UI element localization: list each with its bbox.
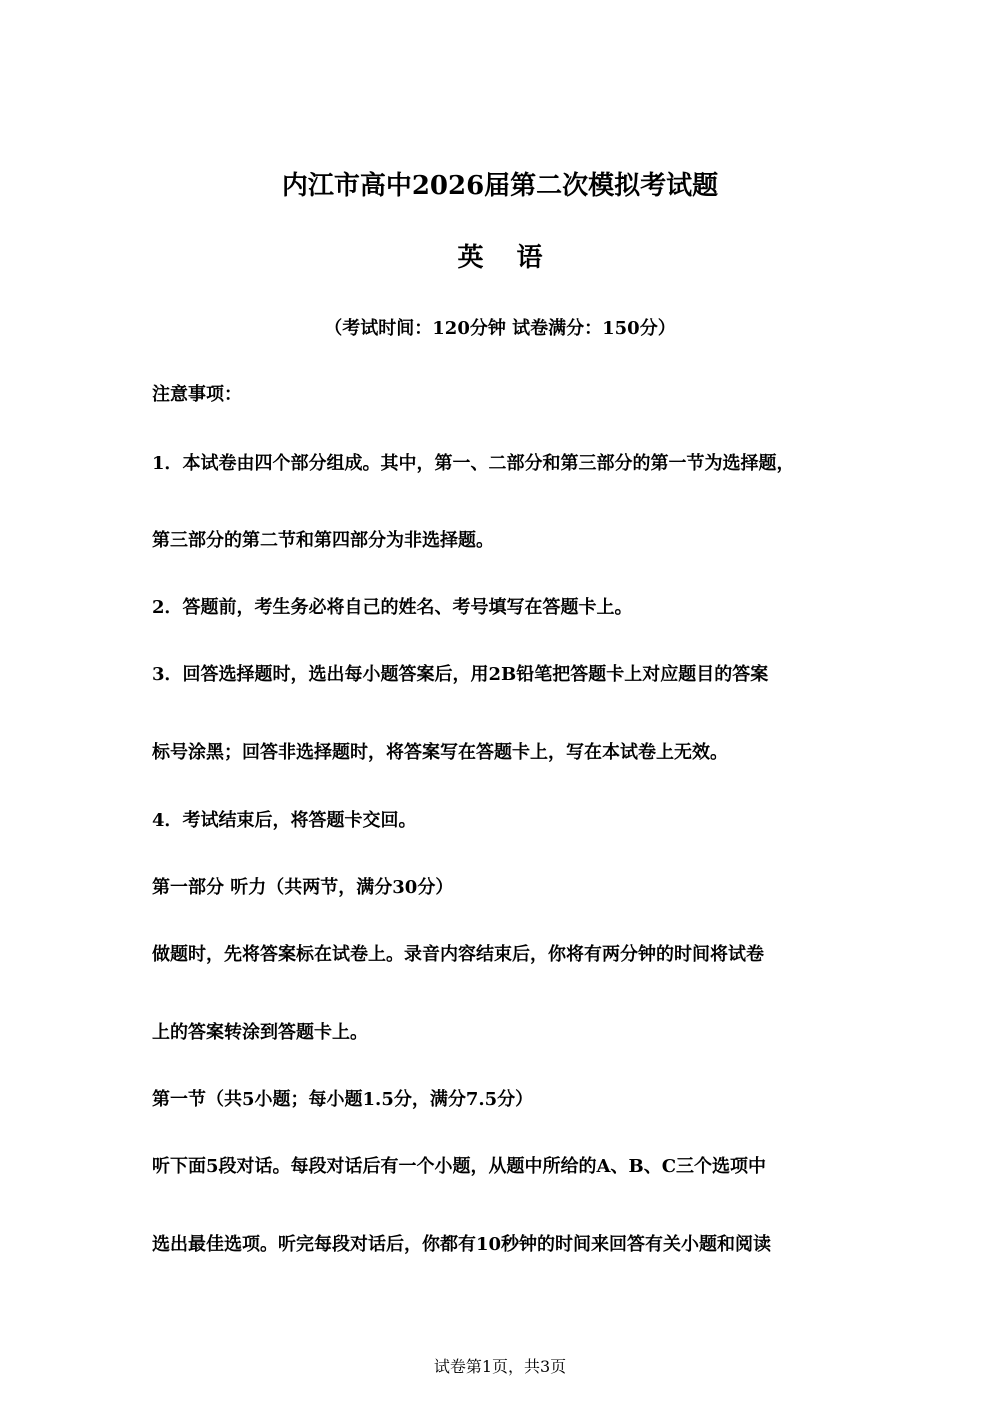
notice-line-3: 3．回答选择题时，选出每小题答案后，用2B铅笔把答题卡上对应题目的答案 [152,664,769,685]
notice-line-1: 1．本试卷由四个部分组成。其中，第一、二部分和第三部分的第一节为选择题， [152,453,795,474]
section1-instruction-line-2: 选出最佳选项。听完每段对话后，你都有10秒钟的时间来回答有关小题和阅读 [152,1234,772,1255]
part1-instruction-line-2: 上的答案转涂到答题卡上。 [152,1022,368,1043]
notice-line-2: 2．答题前，考生务必将自己的姓名、考号填写在答题卡上。 [152,597,633,618]
notice-heading: 注意事项： [152,384,242,405]
notice-line-3-continued: 标号涂黑；回答非选择题时，将答案写在答题卡上，写在本试卷上无效。 [152,742,728,763]
subject-title: 英 语 [457,243,555,273]
part1-heading: 第一部分 听力（共两节，满分30分） [152,877,454,898]
page-footer: 试卷第1页，共3页 [433,1357,567,1376]
notice-line-1-continued: 第三部分的第二节和第四部分为非选择题。 [152,530,494,551]
exam-time-and-score: （考试时间：120分钟 试卷满分：150分） [324,318,676,339]
section1-instruction-line-1: 听下面5段对话。每段对话后有一个小题，从题中所给的A、B、C三个选项中 [152,1156,767,1177]
exam-title: 内江市高中2026届第二次模拟考试题 [281,171,719,201]
section1-heading: 第一节（共5小题；每小题1.5分，满分7.5分） [152,1089,534,1110]
notice-line-4: 4．考试结束后，将答题卡交回。 [152,810,417,831]
part1-instruction-line-1: 做题时，先将答案标在试卷上。录音内容结束后，你将有两分钟的时间将试卷 [152,944,764,965]
